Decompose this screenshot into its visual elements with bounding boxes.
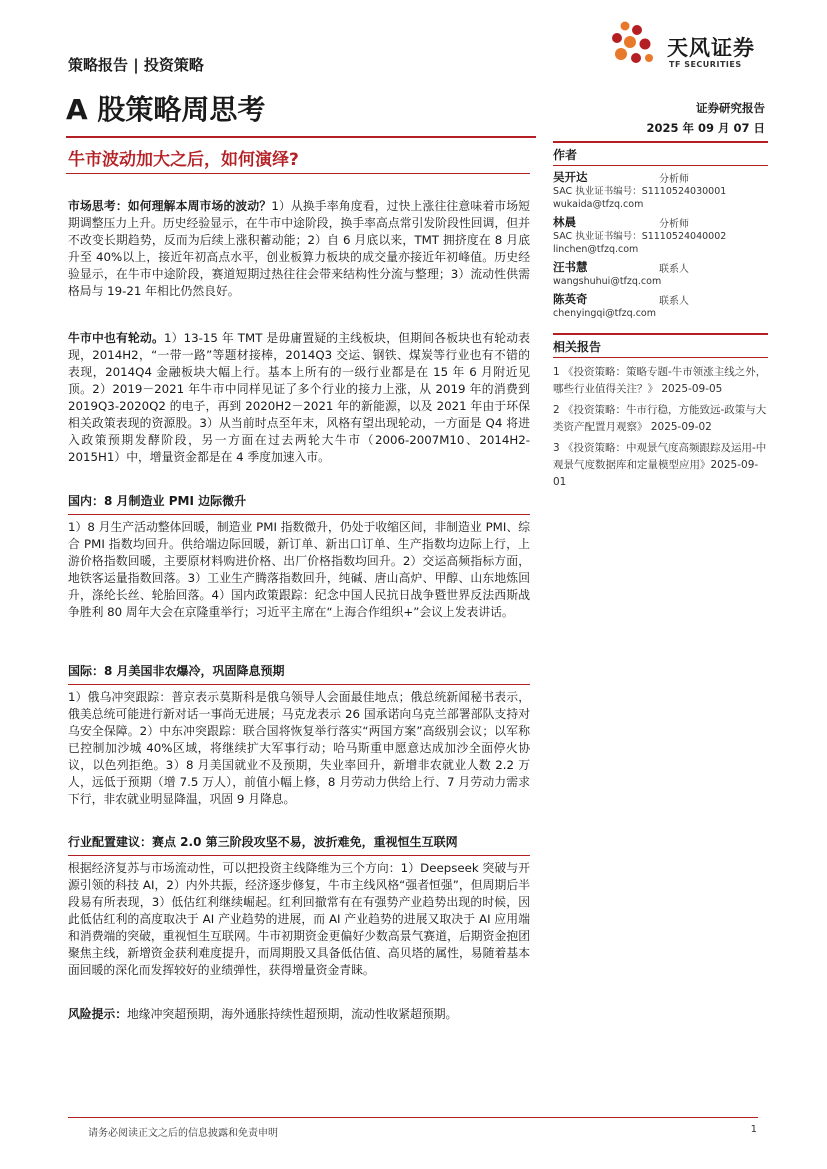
brand-name-en: TF SECURITIES bbox=[669, 60, 742, 69]
paragraph-text: 根据经济复苏与市场流动性，可以把投资主线降维为三个方向：1）Deepseek 突破与开源引领的科技 AI，2）内外共振，经济逐步修复，牛市主线风格“强者恒强”，但周期后半段易有所表现，3）低估红利继续崛起。红利回撤常有在有强势产业趋势出现的时候，因此低估红利的高度取决于 AI 产业趋势的进展，而 AI 产业趋势的进展又取决于 AI 应用端和消费端的突破，重视恒生互联网。牛市初期资金更偏好少数高景气赛道，后期资金抱团聚焦主线，新增资金获利难度提升，而周期股又具备低估值、高贝塔的属性，易随着基本面回暖的深化而发挥较好的业绩弹性，获得增量资金青睐。 bbox=[68, 861, 530, 977]
brand-name: 天风证券 bbox=[667, 36, 755, 60]
author-card bbox=[553, 169, 768, 211]
author-name: 汪书慧 bbox=[553, 260, 588, 274]
subtitle-divider bbox=[66, 173, 530, 174]
paragraph-text: 1）13-15 年 TMT 是毋庸置疑的主线板块，但期间各板块也有轮动表现，2014H2，“一带一路”等题材接棒，2014Q3 交运、钢铁、煤炭等行业也有不错的表现，2014Q4 金融板块大幅上行。基本上所有的一级行业都是在 15 年 6 月附近见顶。2）2019－2021 年牛市中同样见证了多个行业的接力上涨，从 2019 年的消费到 2019Q3-2020Q2 的电子，再到 2020H2－2021 年的新能源，以及 2021 年由于环保相关政策表现的资源股。3）从当前时点至年末，风格有望出现轮动，一方面是 Q4 将进入政策预期发酵阶段，另一方面在过去两轮大牛市（2006-2007M10、2014H2-2015H1）中，增量资金都是在 4 季度加速入市。 bbox=[68, 331, 530, 464]
logo-dots-icon bbox=[607, 18, 659, 70]
paragraph-text: 1）8 月生产活动整体回暖，制造业 PMI 指数微升，仍处于收缩区间，非制造业 PMI、综合 PMI 指数均回升。供给端边际回暖，新订单、新出口订单、生产指数均边际上行，上游价格指数回暖，主要原材料购进价格、出厂价格指数均回升。2）交运高频指标方面，地铁客运量指数回落。3）工业生产腾落指数回升，纯碱、唐山高炉、甲醇、山东地炼回升，涤纶长丝、轮胎回落。4）国内政策跟踪：纪念中国人民抗日战争暨世界反法西斯战争胜利 80 周年大会在京隆重举行；习近平主席在“上海合作组织+”会议上发表讲话。 bbox=[68, 520, 530, 619]
sidebar-authors bbox=[553, 141, 768, 320]
paragraph-text: 地缘冲突超预期，海外通胀持续性超预期，流动性收紧超预期。 bbox=[127, 1007, 458, 1021]
section-risk bbox=[68, 1006, 530, 1023]
section-international bbox=[68, 689, 530, 808]
section-heading-domestic: 国内：8 月制造业 PMI 边际微升 bbox=[68, 492, 530, 515]
related-heading: 相关报告 bbox=[553, 333, 768, 358]
paragraph-lead: 风险提示： bbox=[68, 1007, 127, 1021]
title-divider bbox=[66, 136, 536, 138]
section-heading-international: 国际：8 月美国非农爆冷，巩固降息预期 bbox=[68, 662, 530, 685]
paragraph-lead: 市场思考：如何理解本周市场的波动？ bbox=[68, 199, 272, 213]
section-market-thinking bbox=[68, 198, 530, 300]
author-email[interactable]: linchen@tfzq.com bbox=[553, 244, 639, 255]
brand-logo bbox=[607, 18, 767, 76]
author-license: SAC 执业证书编号：S1110524040002 bbox=[553, 231, 727, 242]
author-role: 联系人 bbox=[659, 263, 689, 275]
author-card bbox=[553, 291, 768, 320]
author-name: 陈英奇 bbox=[553, 292, 588, 306]
report-type: 证券研究报告 bbox=[696, 101, 765, 115]
author-name: 林晨 bbox=[553, 215, 576, 229]
section-heading-allocation: 行业配置建议：赛点 2.0 第三阶段攻坚不易，波折难免，重视恒生互联网 bbox=[68, 833, 530, 856]
page-title: A 股策略周思考 bbox=[66, 93, 266, 126]
author-card bbox=[553, 214, 768, 256]
report-date: 2025 年 09 月 07 日 bbox=[646, 121, 765, 135]
author-role: 分析师 bbox=[659, 173, 689, 185]
section-domestic bbox=[68, 519, 530, 621]
footer-divider bbox=[68, 1117, 758, 1118]
section-allocation bbox=[68, 860, 530, 979]
paragraph bbox=[68, 1006, 530, 1023]
paragraph bbox=[68, 330, 530, 466]
related-report-link[interactable]: 1 《投资策略：策略专题-牛市领涨主线之外，哪些行业值得关注？》 2025-09-05 bbox=[553, 366, 767, 395]
page-subtitle: 牛市波动加大之后，如何演绎? bbox=[68, 150, 299, 170]
related-report-link[interactable]: 2 《投资策略：牛市行稳，方能致远-政策与大类资产配置月观察》 2025-09-02 bbox=[553, 404, 767, 433]
paragraph-lead: 牛市中也有轮动。 bbox=[68, 331, 164, 345]
author-email[interactable]: chenyingqi@tfzq.com bbox=[553, 308, 656, 319]
related-list bbox=[553, 364, 768, 491]
author-email[interactable]: wukaida@tfzq.com bbox=[553, 199, 644, 210]
author-email[interactable]: wangshuhui@tfzq.com bbox=[553, 276, 662, 287]
author-license: SAC 执业证书编号：S1110524030001 bbox=[553, 186, 727, 197]
author-card bbox=[553, 259, 768, 288]
report-category: 策略报告 | 投资策略 bbox=[68, 56, 204, 74]
paragraph-text: 1）俄乌冲突跟踪：普京表示莫斯科是俄乌领导人会面最佳地点；俄总统新闻秘书表示，俄美总统可能进行新对话一事尚无进展；马克龙表示 26 国承诺向乌克兰部署部队支持对乌安全保障。2）中东冲突跟踪：联合国将恢复举行落实“两国方案”高级别会议；以军称已控制加沙城 40%区域，将继续扩大军事行动；哈马斯重申愿意达成加沙全面停火协议，以色列拒绝。3）8 月美国就业不及预期，失业率回升，新增非农就业人数 2.2 万人，远低于预期（增 7.5 万人），前值小幅上修，8 月劳动力供给上行、7 月劳动力需求下行，非农就业明显降温，巩固 9 月降息。 bbox=[68, 690, 530, 806]
author-role: 分析师 bbox=[659, 218, 689, 230]
sidebar-related bbox=[553, 333, 768, 495]
author-name: 吴开达 bbox=[553, 170, 588, 184]
page-number: 1 bbox=[750, 1124, 757, 1135]
paragraph-text: 1）从换手率角度看，过快上涨往往意味着市场短期调整压力上升。历史经验显示，在牛市中途阶段，换手率高点常引发阶段性回调，但并不改变长期趋势，反而为后续上涨积蓄动能；2）自 6 月底以来，TMT 拥挤度在 8 月底升至 40%以上，接近年初高点水平，创业板算力板块的成交量亦接近年初峰值。历史经验显示，在牛市中途阶段，赛道短期过热往往会带来结构性分流与整理；3）流动性供需格局与 19-21 年相比仍然良好。 bbox=[68, 199, 530, 298]
footer-disclaimer: 请务必阅读正文之后的信息披露和免责申明 bbox=[88, 1128, 278, 1139]
paragraph bbox=[68, 198, 530, 300]
author-role: 联系人 bbox=[659, 295, 689, 307]
section-rotation bbox=[68, 330, 530, 466]
authors-heading: 作者 bbox=[553, 141, 768, 166]
related-report-link[interactable]: 3 《投资策略：中观景气度高频跟踪及运用-中观景气度数据库和定量模型应用》2025-09-01 bbox=[553, 442, 767, 488]
